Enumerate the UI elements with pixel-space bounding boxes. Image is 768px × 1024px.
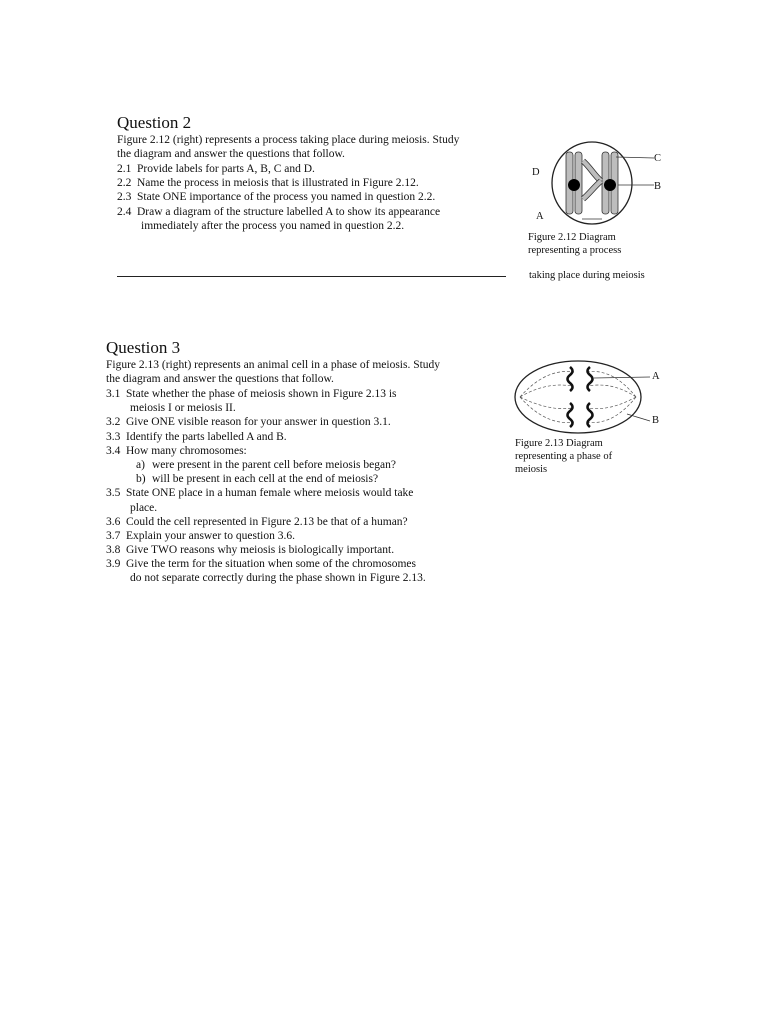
- item-text: do not separate correctly during the phase shown in Figure 2.13.: [130, 572, 426, 585]
- item-number: 2.1: [117, 163, 132, 175]
- item-number: 3.3: [106, 430, 121, 443]
- caption-line: Figure 2.12 Diagram: [528, 232, 616, 243]
- question-3-title: Question 3: [106, 338, 181, 357]
- figure-2-13-caption: [515, 437, 612, 476]
- intro-line: the diagram and answer the questions that follow.: [117, 148, 345, 161]
- item-text: How many chromosomes:: [126, 444, 247, 457]
- section-divider: [117, 276, 506, 277]
- figure-label-c: C: [654, 153, 662, 164]
- item-number: 2.2: [117, 177, 132, 190]
- question-item: [106, 529, 426, 543]
- intro-line: Figure 2.12 (right) represents a process taking place during meiosis. Study: [117, 134, 460, 146]
- figure-2-12-caption-tail: taking place during meiosis: [529, 270, 645, 281]
- item-number: 3.6: [106, 515, 121, 528]
- subitem-letter: a): [136, 458, 145, 471]
- caption-line: meiosis: [515, 464, 548, 475]
- question-2-intro: [117, 133, 459, 161]
- anaphase-cell-diagram: [512, 358, 662, 436]
- item-number: 3.4: [106, 444, 121, 457]
- question-item: [106, 543, 426, 557]
- item-text: Give the term for the situation when some of the chromosomes: [126, 558, 416, 571]
- figure-label-d: D: [532, 167, 540, 178]
- item-number: 3.9: [106, 558, 121, 571]
- item-text: place.: [130, 501, 158, 514]
- question-item: [117, 190, 440, 204]
- item-text: meiosis I or meiosis II.: [130, 402, 236, 415]
- item-text: Could the cell represented in Figure 2.13 be that of a human?: [126, 515, 408, 528]
- question-item-continuation: [106, 501, 426, 515]
- question-item: [117, 205, 440, 219]
- caption-line: Figure 2.13 Diagram: [515, 438, 603, 449]
- question-item: [117, 162, 440, 176]
- item-number: 2.4: [117, 205, 132, 218]
- question-2-items: [117, 162, 440, 233]
- item-text: State ONE importance of the process you named in question 2.2.: [137, 191, 436, 204]
- question-item: [106, 486, 426, 500]
- question-3-items: [106, 387, 426, 586]
- question-item: [106, 430, 426, 444]
- figure-label-a: A: [652, 371, 660, 382]
- question-3-intro: [106, 358, 440, 386]
- item-number: 2.3: [117, 191, 132, 204]
- question-item-continuation: [117, 219, 440, 233]
- item-text: State ONE place in a human female where meiosis would take: [126, 487, 414, 500]
- item-text: Explain your answer to question 3.6.: [126, 529, 295, 542]
- item-number: 3.5: [106, 487, 121, 500]
- question-item: [106, 515, 426, 529]
- crossing-over-diagram: [520, 137, 690, 229]
- question-item: [106, 415, 426, 429]
- subitem-letter: b): [136, 473, 146, 486]
- intro-line: Figure 2.13 (right) represents an animal cell in a phase of meiosis. Study: [106, 359, 441, 371]
- figure-label-b: B: [654, 181, 662, 192]
- question-item: [106, 387, 426, 401]
- item-text: immediately after the process you named in question 2.2.: [141, 219, 405, 232]
- item-text: Give TWO reasons why meiosis is biologically important.: [126, 544, 395, 557]
- item-number: 3.7: [106, 529, 121, 542]
- item-text: were present in the parent cell before meiosis began?: [152, 458, 396, 471]
- figure-2-12-caption: [528, 231, 621, 257]
- figure-label-b: B: [652, 415, 660, 426]
- intro-line: the diagram and answer the questions that follow.: [106, 373, 334, 386]
- question-item-continuation: [106, 571, 426, 585]
- question-2-title: Question 2: [117, 113, 192, 132]
- item-number: 3.2: [106, 416, 121, 429]
- question-item-continuation: [106, 401, 426, 415]
- item-text: Draw a diagram of the structure labelled A to show its appearance: [137, 205, 441, 218]
- figure-2-12: [520, 137, 690, 229]
- question-item: [117, 176, 440, 190]
- question-subitem: [106, 472, 426, 486]
- item-text: Give ONE visible reason for your answer in question 3.1.: [126, 416, 391, 429]
- item-text: State whether the phase of meiosis shown in Figure 2.13 is: [126, 388, 397, 400]
- question-subitem: [106, 458, 426, 472]
- question-item: [106, 557, 426, 571]
- figure-2-13: [512, 358, 662, 436]
- item-text: Provide labels for parts A, B, C and D.: [137, 163, 315, 175]
- question-item: [106, 444, 426, 458]
- item-text: will be present in each cell at the end of meiosis?: [152, 473, 379, 486]
- item-number: 3.1: [106, 388, 121, 400]
- caption-line: representing a phase of: [515, 451, 613, 462]
- item-text: Identify the parts labelled A and B.: [126, 430, 287, 443]
- item-number: 3.8: [106, 544, 121, 557]
- figure-label-a: A: [536, 211, 544, 222]
- caption-line: representing a process: [528, 245, 622, 256]
- item-text: Name the process in meiosis that is illustrated in Figure 2.12.: [137, 177, 419, 190]
